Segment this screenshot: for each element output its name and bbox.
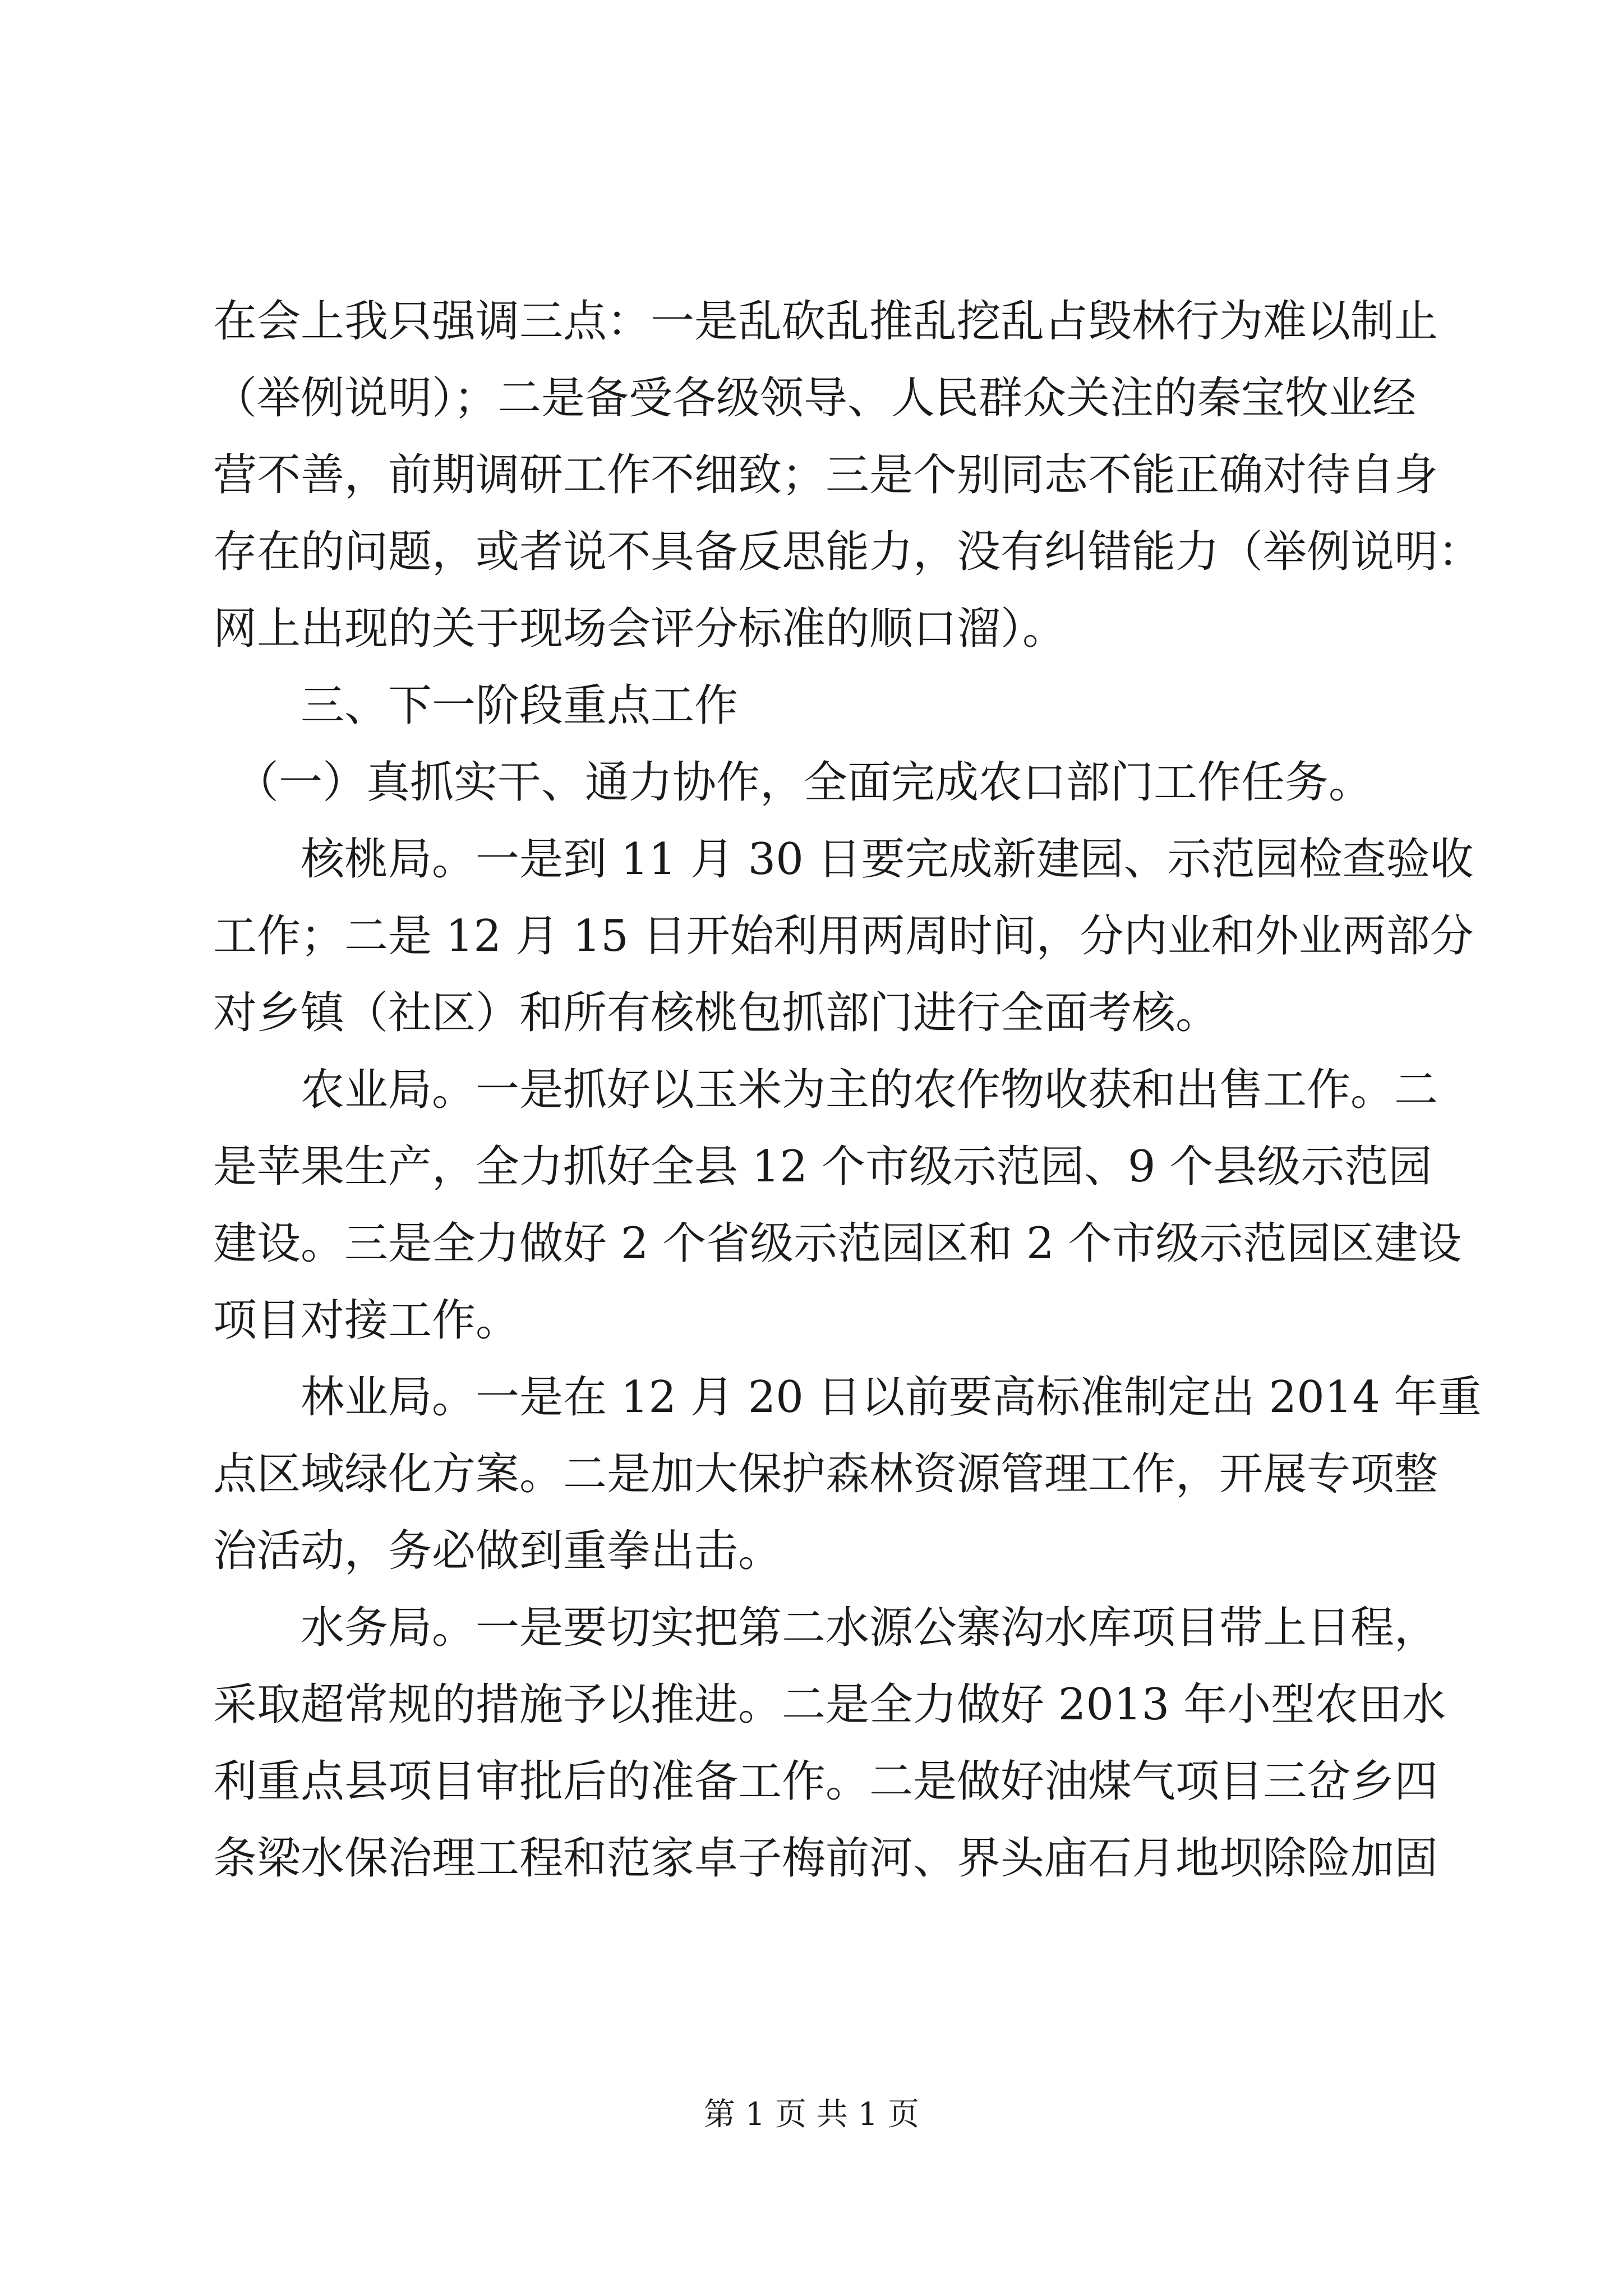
- document-body: [213, 283, 1482, 1897]
- text-line: 网上出现的关于现场会评分标准的顺口溜）。: [213, 604, 1067, 654]
- text-line: 点区域绿化方案。二是加大保护森林资源管理工作，开展专项整: [213, 1449, 1438, 1499]
- text-line: 采取超常规的措施予以推进。二是全力做好 2013 年小型农田水: [213, 1680, 1446, 1730]
- text-line: （举例说明）；二是备受各级领导、人民群众关注的秦宝牧业经: [213, 373, 1417, 424]
- text-line: 利重点县项目审批后的准备工作。二是做好油煤气项目三岔乡四: [213, 1756, 1438, 1807]
- text-line: 营不善，前期调研工作不细致；三是个别同志不能正确对待自身: [213, 450, 1438, 500]
- page-footer: 第 1 页 共 1 页: [703, 2096, 920, 2133]
- text-line: 林业局。一是在 12 月 20 日以前要高标准制定出 2014 年重: [213, 1372, 1482, 1423]
- text-line: 是苹果生产，全力抓好全县 12 个市级示范园、9 个县级示范园: [213, 1142, 1432, 1192]
- text-line: 三、下一阶段重点工作: [213, 680, 739, 731]
- text-line: 农业局。一是抓好以玉米为主的农作物收获和出售工作。二: [213, 1065, 1438, 1115]
- text-line: 在会上我只强调三点：一是乱砍乱推乱挖乱占毁林行为难以制止: [213, 296, 1438, 347]
- text-line: 核桃局。一是到 11 月 30 日要完成新建园、示范园检查验收: [213, 834, 1474, 885]
- text-line: 治活动，务必做到重拳出击。: [213, 1526, 782, 1576]
- text-line: 水务局。一是要切实把第二水源公寨沟水库项目带上日程，: [213, 1603, 1438, 1653]
- text-line: 条梁水保治理工程和范家卓子梅前河、界头庙石月地坝除险加固: [213, 1833, 1438, 1884]
- text-line: 建设。三是全力做好 2 个省级示范园区和 2 个市级示范园区建设: [213, 1218, 1462, 1269]
- text-line: 存在的问题，或者说不具备反思能力，没有纠错能力（举例说明：: [213, 527, 1482, 577]
- text-line: 工作；二是 12 月 15 日开始利用两周时间，分内业和外业两部分: [213, 911, 1474, 961]
- text-line: 对乡镇（社区）和所有核桃包抓部门进行全面考核。: [213, 988, 1220, 1038]
- text-line: 项目对接工作。: [213, 1295, 520, 1346]
- text-line: （一）真抓实干、通力协作，全面完成农口部门工作任务。: [213, 757, 1373, 808]
